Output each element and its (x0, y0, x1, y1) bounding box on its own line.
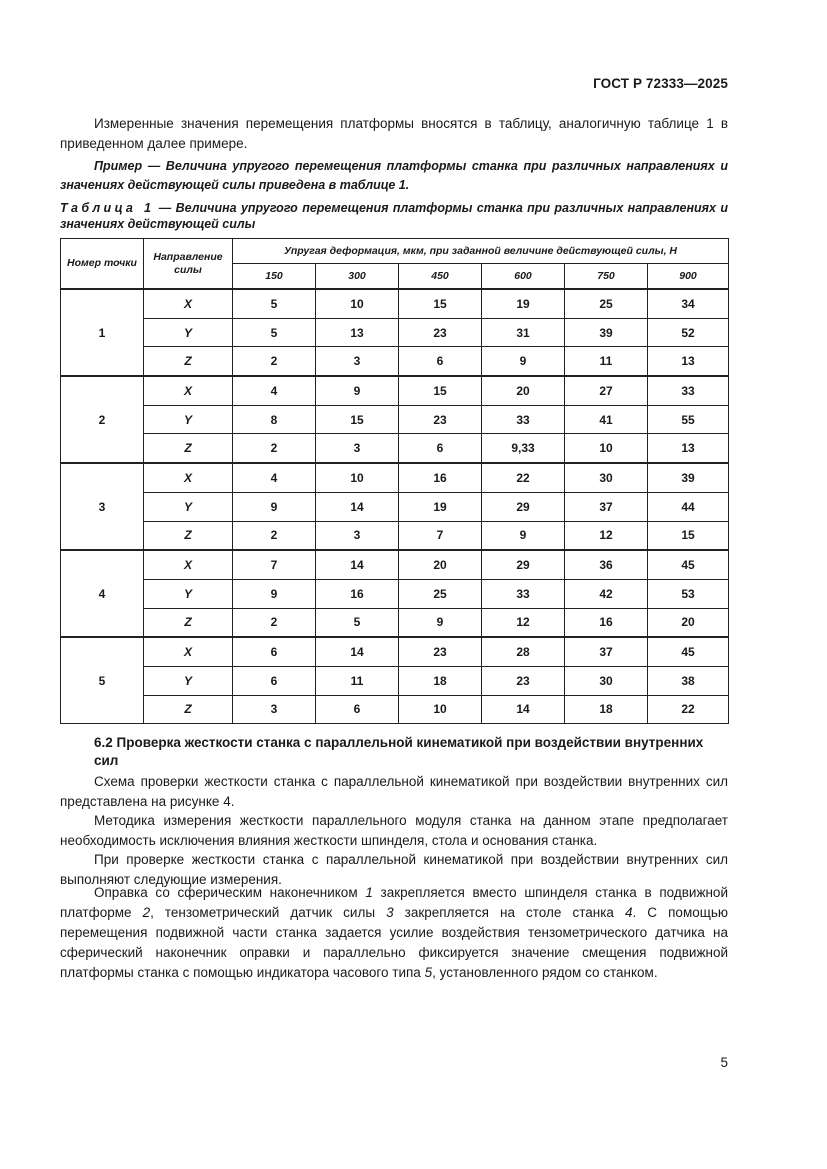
direction-cell: Z (144, 434, 233, 463)
section-title: 6.2 Проверка жесткости станка с параллельной кинематикой при воздействии внутренних сил (94, 735, 704, 768)
direction-cell: X (144, 463, 233, 492)
intro-paragraph: Измеренные значения перемещения платформы вносятся в таблицу, аналогичную таблице 1 в приведенном далее примере. (60, 116, 728, 151)
value-cell: 28 (482, 637, 565, 666)
value-cell: 16 (565, 608, 648, 637)
column-header-point: Номер точки (61, 239, 144, 290)
table-row (61, 347, 729, 376)
p4-ref-4: 4 (624, 905, 633, 920)
value-cell: 25 (399, 579, 482, 608)
value-cell: 2 (233, 521, 316, 550)
value-cell: 30 (565, 463, 648, 492)
direction-cell: Z (144, 608, 233, 637)
value-cell: 10 (399, 695, 482, 724)
value-cell: 11 (316, 666, 399, 695)
value-cell: 23 (399, 318, 482, 347)
value-cell: 27 (565, 376, 648, 405)
column-header-force: 900 (648, 264, 729, 290)
section-paragraph-2: Методика измерения жесткости параллельного модуля станка на данном этапе предполагает необходимость исключения влияния жесткости шпинделя, стола и основания станка. (60, 813, 728, 848)
value-cell: 14 (482, 695, 565, 724)
p4-text-3: , тензометрический датчик силы (150, 905, 387, 920)
value-cell: 42 (565, 579, 648, 608)
value-cell: 4 (233, 376, 316, 405)
table-row (61, 637, 729, 666)
direction-cell: Z (144, 695, 233, 724)
value-cell: 9 (399, 608, 482, 637)
table-row (61, 405, 729, 434)
p4-text-1: Оправка со сферическим наконечником (94, 885, 366, 900)
point-number-cell: 5 (61, 637, 144, 724)
value-cell: 7 (399, 521, 482, 550)
value-cell: 6 (399, 434, 482, 463)
value-cell: 22 (482, 463, 565, 492)
value-cell: 20 (648, 608, 729, 637)
value-cell: 16 (316, 579, 399, 608)
value-cell: 3 (233, 695, 316, 724)
value-cell: 14 (316, 550, 399, 579)
column-header-deformation: Упругая деформация, мкм, при заданной величине действующей силы, Н (233, 239, 729, 264)
column-header-direction: Направление силы (144, 239, 233, 290)
table-row (61, 289, 729, 318)
value-cell: 2 (233, 347, 316, 376)
value-cell: 52 (648, 318, 729, 347)
value-cell: 7 (233, 550, 316, 579)
column-header-force: 450 (399, 264, 482, 290)
p4-ref-2: 2 (142, 905, 151, 920)
direction-cell: X (144, 637, 233, 666)
value-cell: 5 (233, 318, 316, 347)
value-cell: 13 (648, 347, 729, 376)
table-row (61, 492, 729, 521)
table-row (61, 608, 729, 637)
p4-text-6: , установленного рядом со станком. (432, 965, 658, 980)
section-paragraph-4 (60, 883, 728, 983)
value-cell: 9,33 (482, 434, 565, 463)
table-row (61, 521, 729, 550)
table-row (61, 434, 729, 463)
value-cell: 15 (316, 405, 399, 434)
value-cell: 23 (482, 666, 565, 695)
p4-text-5: . С помощью перемещения подвижной части станка задается усилие воздействия тензометрического датчика на сферический наконечник оправки и параллельно фиксируется значение смещения подвижной платформы станка с помощью индикатора часового типа (60, 905, 728, 980)
p4-ref-5: 5 (424, 965, 433, 980)
value-cell: 12 (565, 521, 648, 550)
point-number-cell: 1 (61, 289, 144, 376)
value-cell: 15 (399, 289, 482, 318)
value-cell: 10 (316, 289, 399, 318)
value-cell: 14 (316, 637, 399, 666)
value-cell: 9 (233, 579, 316, 608)
value-cell: 41 (565, 405, 648, 434)
table-row (61, 550, 729, 579)
table-row (61, 463, 729, 492)
value-cell: 25 (565, 289, 648, 318)
document-code: ГОСТ Р 72333—2025 (593, 76, 728, 91)
value-cell: 2 (233, 434, 316, 463)
value-cell: 9 (233, 492, 316, 521)
value-cell: 31 (482, 318, 565, 347)
value-cell: 10 (565, 434, 648, 463)
direction-cell: Y (144, 666, 233, 695)
value-cell: 15 (399, 376, 482, 405)
table-caption (60, 200, 728, 232)
value-cell: 12 (482, 608, 565, 637)
value-cell: 39 (565, 318, 648, 347)
value-cell: 8 (233, 405, 316, 434)
direction-cell: Y (144, 492, 233, 521)
value-cell: 39 (648, 463, 729, 492)
table-caption-label: Таблица 1 (60, 201, 155, 215)
value-cell: 9 (482, 521, 565, 550)
value-cell: 13 (648, 434, 729, 463)
deformation-table (60, 238, 729, 724)
value-cell: 45 (648, 637, 729, 666)
value-cell: 33 (482, 579, 565, 608)
value-cell: 38 (648, 666, 729, 695)
value-cell: 18 (399, 666, 482, 695)
value-cell: 34 (648, 289, 729, 318)
table-caption-text: — Величина упругого перемещения платформы станка при различных направлениях и значениях действующей силы (60, 201, 728, 231)
direction-cell: X (144, 376, 233, 405)
p4-ref-1: 1 (365, 885, 373, 900)
value-cell: 20 (482, 376, 565, 405)
value-cell: 4 (233, 463, 316, 492)
value-cell: 15 (648, 521, 729, 550)
value-cell: 44 (648, 492, 729, 521)
direction-cell: X (144, 550, 233, 579)
value-cell: 36 (565, 550, 648, 579)
value-cell: 11 (565, 347, 648, 376)
point-number-cell: 3 (61, 463, 144, 550)
example-paragraph: Пример — Величина упругого перемещения платформы станка при различных направлениях и значениях действующей силы приведена в таблице 1. (60, 159, 728, 192)
value-cell: 16 (399, 463, 482, 492)
value-cell: 45 (648, 550, 729, 579)
table-row (61, 376, 729, 405)
value-cell: 23 (399, 405, 482, 434)
value-cell: 30 (565, 666, 648, 695)
value-cell: 23 (399, 637, 482, 666)
value-cell: 19 (399, 492, 482, 521)
table-row (61, 666, 729, 695)
value-cell: 37 (565, 492, 648, 521)
direction-cell: Y (144, 405, 233, 434)
column-header-force: 150 (233, 264, 316, 290)
point-number-cell: 4 (61, 550, 144, 637)
value-cell: 53 (648, 579, 729, 608)
value-cell: 6 (399, 347, 482, 376)
table-row (61, 579, 729, 608)
direction-cell: Y (144, 318, 233, 347)
value-cell: 18 (565, 695, 648, 724)
value-cell: 10 (316, 463, 399, 492)
value-cell: 2 (233, 608, 316, 637)
value-cell: 29 (482, 492, 565, 521)
value-cell: 19 (482, 289, 565, 318)
value-cell: 3 (316, 521, 399, 550)
value-cell: 14 (316, 492, 399, 521)
direction-cell: X (144, 289, 233, 318)
section-paragraph-3: При проверке жесткости станка с параллельной кинематикой при воздействии внутренних сил выполняют следующие измерения. (60, 852, 728, 887)
value-cell: 6 (233, 666, 316, 695)
direction-cell: Z (144, 347, 233, 376)
direction-cell: Y (144, 579, 233, 608)
point-number-cell: 2 (61, 376, 144, 463)
column-header-force: 300 (316, 264, 399, 290)
value-cell: 33 (648, 376, 729, 405)
direction-cell: Z (144, 521, 233, 550)
value-cell: 9 (482, 347, 565, 376)
value-cell: 13 (316, 318, 399, 347)
value-cell: 6 (233, 637, 316, 666)
table-row (61, 695, 729, 724)
value-cell: 3 (316, 347, 399, 376)
p4-text-2: закрепляется вместо шпинделя станка в подвижной платформе (60, 885, 728, 920)
value-cell: 22 (648, 695, 729, 724)
value-cell: 5 (233, 289, 316, 318)
value-cell: 29 (482, 550, 565, 579)
p4-text-4: закрепляется на столе станка (393, 905, 625, 920)
value-cell: 33 (482, 405, 565, 434)
value-cell: 6 (316, 695, 399, 724)
column-header-force: 600 (482, 264, 565, 290)
p4-ref-3: 3 (386, 905, 394, 920)
value-cell: 3 (316, 434, 399, 463)
value-cell: 5 (316, 608, 399, 637)
value-cell: 55 (648, 405, 729, 434)
page-number: 5 (720, 1055, 728, 1070)
value-cell: 9 (316, 376, 399, 405)
column-header-force: 750 (565, 264, 648, 290)
value-cell: 37 (565, 637, 648, 666)
table-row (61, 318, 729, 347)
value-cell: 20 (399, 550, 482, 579)
section-paragraph-1: Схема проверки жесткости станка с параллельной кинематикой при воздействии внутренних сил представлена на рисунке 4. (60, 774, 728, 809)
